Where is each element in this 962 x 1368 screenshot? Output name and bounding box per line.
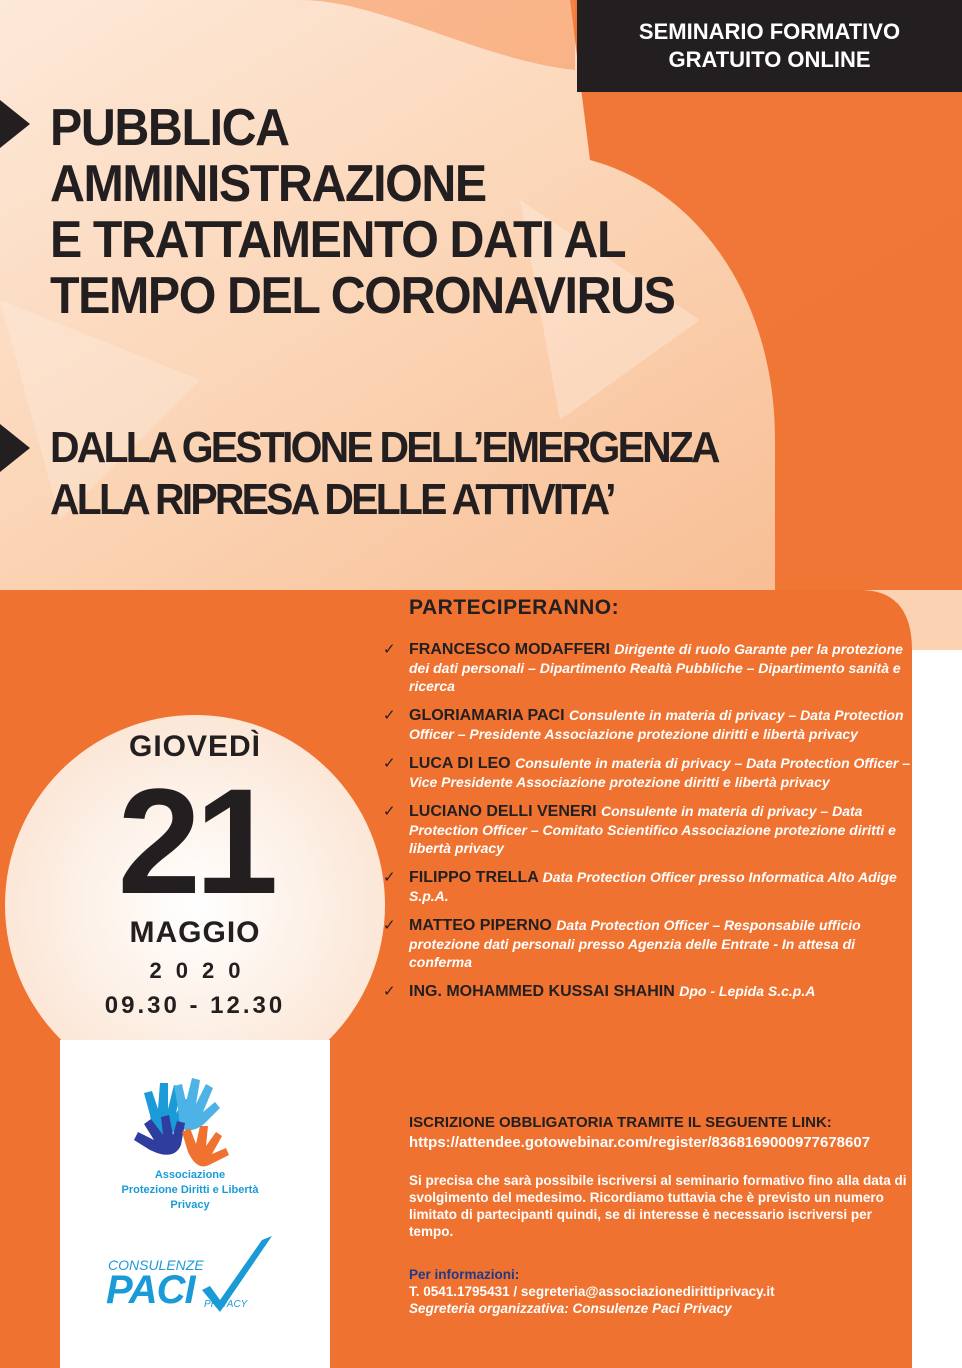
info-block	[409, 1266, 929, 1317]
speaker-item	[383, 706, 918, 743]
subtitle-arrow-icon	[0, 424, 30, 472]
association-name	[105, 1168, 275, 1213]
speaker-item	[383, 802, 918, 857]
speaker-description: Dirigente di ruolo Garante per la protezione dei dati personali – Dipartimento Realtà Pubbliche – Dipartimento sanità e ricerca	[409, 641, 903, 694]
check-icon: ✓	[383, 869, 396, 886]
speaker-name: LUCIANO DELLI VENERI	[409, 803, 602, 820]
check-icon: ✓	[383, 641, 396, 658]
subtitle-line-1: DALLA GESTIONE DELL’EMERGENZA	[50, 423, 718, 472]
seminar-banner	[577, 0, 962, 92]
registration-link[interactable]: https://attendee.gotowebinar.com/register/8368169000977678607	[409, 1134, 871, 1151]
participants-list	[383, 640, 918, 1012]
event-date	[75, 730, 315, 1020]
registration-note: Si precisa che sarà possibile iscriversi al seminario formativo fino alla data di svolgimento del medesimo. Ricordiamo tuttavia che è previsto un numero limitato di partecipanti quindi, se di interesse è necessario iscriversi per tempo.	[409, 1173, 907, 1239]
association-line-1: Associazione	[154, 1169, 226, 1181]
speaker-item	[383, 982, 918, 1001]
speaker-name: GLORIAMARIA PACI	[409, 707, 569, 724]
speaker-name: MATTEO PIPERNO	[409, 917, 557, 934]
speaker-description: Consulente in materia di privacy – Data Protection Officer – Vice Presidente Associazione protezione diritti e libertà privacy	[409, 755, 911, 790]
title-arrow-icon	[0, 100, 30, 148]
registration-label: ISCRIZIONE OBBLIGATORIA TRAMITE IL SEGUENTE LINK:	[409, 1114, 832, 1131]
participants-heading: PARTECIPERANNO:	[409, 596, 620, 619]
speaker-name: LUCA DI LEO	[409, 755, 516, 772]
speaker-description: Data Protection Officer presso Informatica Alto Adige S.p.A.	[409, 869, 897, 904]
speaker-item	[383, 754, 918, 791]
subtitle	[50, 422, 718, 526]
speaker-name: FILIPPO TRELLA	[409, 869, 543, 886]
speaker-description: Consulente in materia di privacy – Data Protection Officer – Presidente Associazione protezione diritti e libertà privacy	[409, 707, 904, 742]
speaker-item	[383, 916, 918, 971]
paci-logo-text: PACI	[106, 1268, 195, 1312]
speaker-item	[383, 640, 918, 695]
consulenze-label: CONSULENZE	[108, 1257, 204, 1273]
title-line-3: E TRATTAMENTO DATI AL	[50, 211, 626, 269]
banner-line-2: GRATUITO ONLINE	[668, 47, 871, 72]
speaker-item	[383, 868, 918, 905]
check-icon: ✓	[383, 707, 396, 724]
event-month: MAGGIO	[129, 916, 261, 949]
check-icon: ✓	[383, 983, 396, 1000]
title-line-2: AMMINISTRAZIONE	[50, 155, 486, 213]
info-contacts[interactable]: T. 0541.1795431 / segreteria@associazionedirittiprivacy.it	[409, 1284, 775, 1299]
event-day: 21	[117, 757, 273, 925]
privacy-label: PRIVACY	[204, 1299, 248, 1310]
event-time: 09.30 - 12.30	[104, 992, 286, 1019]
speaker-name: FRANCESCO MODAFFERI	[409, 641, 615, 658]
title-line-4: TEMPO DEL CORONAVIRUS	[50, 267, 675, 325]
speaker-description: Dpo - Lepida S.c.p.A	[679, 983, 816, 999]
speaker-name: ING. MOHAMMED KUSSAI SHAHIN	[409, 983, 680, 1000]
association-line-2: Protezione Diritti e Libertà	[121, 1184, 259, 1196]
check-icon: ✓	[383, 755, 396, 772]
speaker-description: Consulente in materia di privacy – Data Protection Officer – Comitato Scientifico Associazione protezione diritti e libertà privacy	[409, 803, 896, 856]
subtitle-line-2: ALLA RIPRESA DELLE ATTIVITA’	[50, 475, 614, 524]
main-title	[50, 100, 675, 324]
check-icon: ✓	[383, 917, 396, 934]
association-line-3: Privacy	[170, 1199, 210, 1211]
title-line-1: PUBBLICA	[50, 99, 289, 157]
info-heading: Per informazioni:	[409, 1267, 520, 1282]
registration-block	[409, 1113, 929, 1153]
check-icon: ✓	[383, 803, 396, 820]
event-year: 2020	[149, 958, 255, 983]
info-secretariat: Segreteria organizzativa: Consulenze Paci Privacy	[409, 1301, 732, 1316]
speaker-description: Data Protection Officer – Responsabile ufficio protezione dati personali presso Agenzia delle Entrate - In attesa di conferma	[409, 917, 861, 970]
event-weekday: GIOVEDÌ	[128, 730, 262, 763]
banner-line-1: SEMINARIO FORMATIVO	[638, 19, 901, 44]
